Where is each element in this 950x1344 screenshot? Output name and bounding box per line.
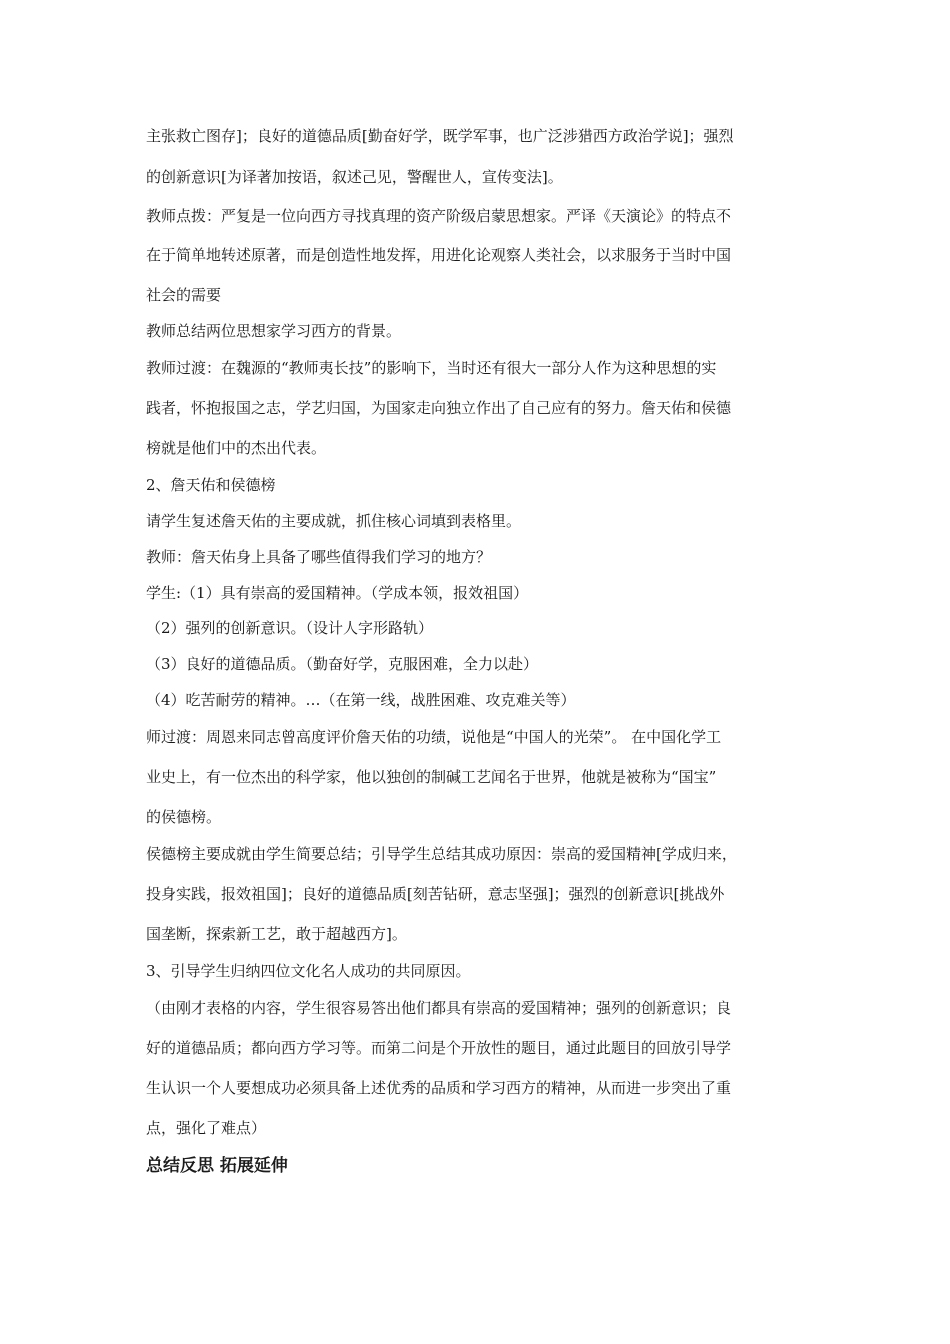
paragraph-line: 践者，怀抱报国之志，学艺归国，为国家走向独立作出了自己应有的努力。詹天佑和侯德 [146, 399, 732, 417]
paragraph-line: 投身实践，报效祖国]；良好的道德品质[刻苦钻研，意志坚强]；强烈的创新意识[挑战外 [146, 885, 725, 903]
section-heading-3: 3、引导学生归纳四位文化名人成功的共同原因。 [146, 962, 471, 980]
paragraph-line: 主张救亡图存]；良好的道德品质[勤奋好学，既学军事，也广泛涉猎西方政治学说]；强烈 [146, 127, 734, 145]
paragraph-line: 业史上，有一位杰出的科学家，他以独创的制碱工艺闻名于世界，他就是被称为“国宝” [146, 768, 717, 786]
section-title: 总结反思 拓展延伸 [146, 1156, 288, 1176]
list-item: （2）强列的创新意识。（设计人字形路轨） [146, 619, 434, 637]
paragraph-line: 教师总结两位思想家学习西方的背景。 [146, 322, 402, 340]
paragraph-line: 国垄断，探索新工艺，敢于超越西方]。 [146, 925, 407, 943]
paragraph-line: 学生:（1）具有崇高的爱国精神。（学成本领，报效祖国） [146, 584, 529, 602]
paragraph-line: （由刚才表格的内容，学生很容易答出他们都具有崇高的爱国精神；强列的创新意识；良 [146, 999, 732, 1017]
paragraph-line: 教师点拨：严复是一位向西方寻找真理的资产阶级启蒙思想家。严译《天演论》的特点不 [146, 207, 732, 225]
paragraph-line: 社会的需要 [146, 286, 222, 304]
paragraph-line: 请学生复述詹天佑的主要成就，抓住核心词填到表格里。 [146, 512, 522, 530]
section-heading-2: 2、詹天佑和侯德榜 [146, 476, 276, 494]
paragraph-line: 教师过渡：在魏源的“教师夷长技”的影响下，当时还有很大一部分人作为这种思想的实 [146, 359, 717, 377]
paragraph-line: 好的道德品质；都向西方学习等。而第二问是个开放性的题目，通过此题目的回放引导学 [146, 1039, 732, 1057]
paragraph-line: 生认识一个人要想成功必须具备上述优秀的品质和学习西方的精神，从而进一步突出了重 [146, 1079, 732, 1097]
paragraph-line: 教师：詹天佑身上具备了哪些值得我们学习的地方？ [146, 548, 492, 566]
paragraph-line: 在于简单地转述原著，而是创造性地发挥，用进化论观察人类社会，以求服务于当时中国 [146, 246, 732, 264]
paragraph-line: 师过渡：周恩来同志曾高度评价詹天佑的功绩，说他是“中国人的光荣”。 在中国化学工 [146, 728, 722, 746]
paragraph-line: 点，强化了难点） [146, 1119, 267, 1137]
paragraph-line: 的侯德榜。 [146, 808, 222, 826]
paragraph-line: 榜就是他们中的杰出代表。 [146, 439, 327, 457]
paragraph-line: 侯德榜主要成就由学生简要总结；引导学生总结其成功原因：崇高的爱国精神[学成归来， [146, 845, 737, 863]
list-item: （4）吃苦耐劳的精神。…（在第一线，战胜困难、攻克难关等） [146, 691, 576, 709]
list-item: （3）良好的道德品质。（勤奋好学，克服困难，全力以赴） [146, 655, 539, 673]
paragraph-line: 的创新意识[为译著加按语，叙述己见，警醒世人，宣传变法]。 [146, 168, 563, 186]
